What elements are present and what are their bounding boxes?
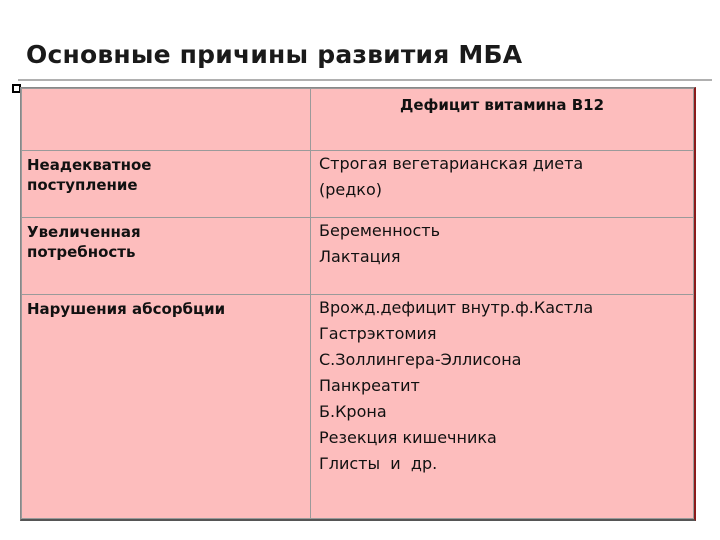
detail-line: Врожд.дефицит внутр.ф.Кастла [319, 298, 594, 317]
cause-line: потребность [27, 243, 136, 261]
header-cell-deficiency: Дефицит витамина В12 [311, 89, 694, 151]
details-cell [311, 218, 694, 295]
detail-line: (редко) [319, 180, 382, 199]
detail-line: Лактация [319, 247, 401, 266]
table-row [22, 218, 694, 295]
cause-line: Неадекватное [27, 156, 152, 174]
detail-line: Б.Крона [319, 402, 387, 421]
header-cell-empty [22, 89, 311, 151]
detail-line: Беременность [319, 221, 440, 240]
slide-title: Основные причины развития МБА [26, 40, 523, 69]
bullet-square-inner [14, 86, 19, 91]
detail-line: С.Золлингера-Эллисона [319, 350, 522, 369]
causes-table [20, 87, 696, 521]
cause-cell [22, 295, 311, 519]
table-header-row [22, 89, 694, 151]
cause-line: Нарушения абсорбции [27, 300, 226, 318]
details-cell [311, 151, 694, 218]
title-divider [18, 79, 712, 81]
table-row [22, 295, 694, 519]
causes-table-grid [21, 88, 694, 519]
detail-line: Глисты и др. [319, 454, 438, 473]
cause-line: Увеличенная [27, 223, 141, 241]
table-row [22, 151, 694, 218]
detail-line: Резекция кишечника [319, 428, 497, 447]
details-cell [311, 295, 694, 519]
cause-cell [22, 151, 311, 218]
detail-line: Гастрэктомия [319, 324, 437, 343]
cause-line: поступление [27, 176, 138, 194]
detail-line: Строгая вегетарианская диета [319, 154, 584, 173]
detail-line: Панкреатит [319, 376, 420, 395]
cause-cell [22, 218, 311, 295]
